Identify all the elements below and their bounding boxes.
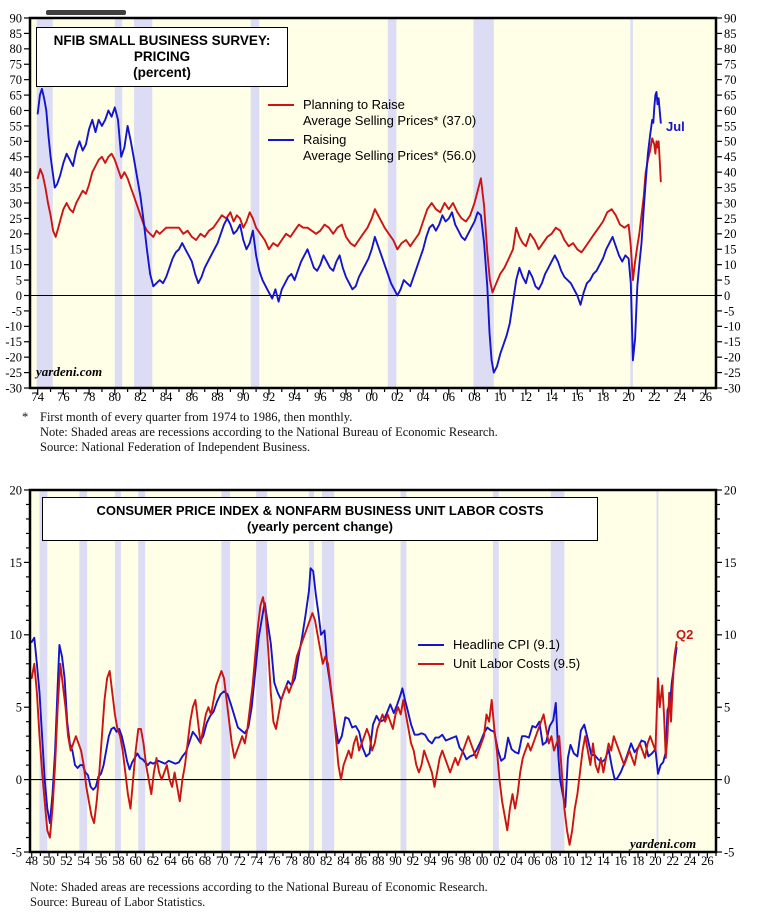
x-axis-label: 20 bbox=[649, 854, 662, 868]
x-axis-label: 12 bbox=[579, 854, 593, 868]
x-axis-label: 06 bbox=[442, 390, 456, 404]
x-axis-label: 72 bbox=[233, 854, 246, 868]
x-axis-label: 76 bbox=[57, 390, 70, 404]
y-axis-label-right: 10 bbox=[724, 258, 737, 273]
cpi-ulc-footnote-line1: Note: Shaded areas are recessions according to the National Bureau of Economic Research. bbox=[30, 880, 488, 894]
legend-swatch bbox=[418, 663, 444, 665]
x-axis-label: 16 bbox=[614, 854, 627, 868]
legend-swatch bbox=[268, 104, 294, 106]
recession-band bbox=[138, 490, 145, 852]
x-axis-label: 88 bbox=[371, 854, 385, 868]
nfib-title-box bbox=[36, 27, 288, 87]
y-axis-label-right: -5 bbox=[724, 845, 735, 860]
y-axis-label-right: 20 bbox=[724, 227, 737, 242]
y-axis-label-right: 5 bbox=[724, 700, 731, 715]
x-axis-label: 82 bbox=[319, 854, 333, 868]
recession-band bbox=[309, 490, 314, 852]
x-axis-label: 14 bbox=[597, 854, 610, 868]
x-axis-label: 18 bbox=[631, 854, 645, 868]
x-axis-label: 86 bbox=[354, 854, 368, 868]
y-axis-label-right: 85 bbox=[724, 26, 737, 41]
yardeni-watermark-top: yardeni.com bbox=[36, 364, 103, 379]
cpi-ulc-title-line1: CONSUMER PRICE INDEX & NONFARM BUSINESS UNIT LABOR COSTS bbox=[96, 503, 544, 518]
y-axis-label-right: 0 bbox=[724, 772, 731, 787]
y-axis-label-left: 30 bbox=[9, 196, 22, 211]
legend-swatch bbox=[268, 139, 294, 141]
recession-band bbox=[388, 18, 397, 388]
y-axis-label-left: 60 bbox=[9, 103, 22, 118]
nfib-title-line1: NFIB SMALL BUSINESS SURVEY: bbox=[53, 33, 271, 48]
nfib-footnote-line2: Note: Shaded areas are recessions according to the National Bureau of Economic Research. bbox=[40, 425, 498, 439]
x-axis-label: 26 bbox=[701, 854, 714, 868]
x-axis-label: 96 bbox=[314, 390, 327, 404]
y-axis-label-right: 15 bbox=[724, 555, 737, 570]
recession-band bbox=[115, 490, 121, 852]
x-axis-label: 10 bbox=[562, 854, 576, 868]
y-axis-label-left: 50 bbox=[9, 134, 22, 149]
x-axis-label: 78 bbox=[285, 854, 298, 868]
x-axis-label: 80 bbox=[302, 854, 316, 868]
y-axis-label-left: -30 bbox=[5, 381, 22, 396]
footnote-spacer bbox=[22, 440, 40, 455]
footnote-spacer bbox=[22, 425, 40, 440]
legend-entry-1-0 bbox=[418, 637, 580, 653]
x-axis-label: 26 bbox=[699, 390, 712, 404]
x-axis-label: 86 bbox=[185, 390, 199, 404]
y-axis-label-left: -10 bbox=[5, 319, 22, 334]
x-axis-label: 60 bbox=[129, 854, 142, 868]
x-axis-label: 70 bbox=[216, 854, 229, 868]
y-axis-label-right: 50 bbox=[724, 134, 737, 149]
y-axis-label-right: -5 bbox=[724, 304, 735, 319]
x-axis-label: 90 bbox=[237, 390, 250, 404]
y-axis-label-right: 80 bbox=[724, 42, 737, 57]
recession-band bbox=[79, 490, 87, 852]
cpi-ulc-title-box bbox=[42, 497, 598, 541]
jul-annotation: Jul bbox=[666, 119, 685, 134]
recession-band bbox=[221, 490, 230, 852]
x-axis-label: 62 bbox=[146, 854, 160, 868]
cpi-ulc-legend bbox=[418, 637, 580, 675]
y-axis-label-right: 40 bbox=[724, 165, 737, 180]
y-axis-label-right: 65 bbox=[724, 88, 737, 103]
x-axis-label: 74 bbox=[250, 854, 264, 868]
x-axis-label: 12 bbox=[519, 390, 533, 404]
nfib-footnotes bbox=[22, 410, 498, 455]
y-axis-label-left: 65 bbox=[9, 88, 22, 103]
legend-label: Unit Labor Costs (9.5) bbox=[453, 656, 581, 671]
x-axis-label: 96 bbox=[441, 854, 454, 868]
x-axis-label: 52 bbox=[60, 854, 73, 868]
nfib-title-line2: PRICING bbox=[133, 49, 191, 64]
x-axis-label: 06 bbox=[527, 854, 541, 868]
recession-band bbox=[656, 490, 658, 852]
y-axis-label-left: 5 bbox=[15, 273, 22, 288]
y-axis-label-left: -25 bbox=[5, 365, 22, 380]
cpi-ulc-footnote-line2: Source: Bureau of Labor Statistics. bbox=[30, 895, 206, 909]
x-axis-label: 94 bbox=[288, 390, 301, 404]
y-axis-label-left: 40 bbox=[9, 165, 22, 180]
x-axis-label: 02 bbox=[493, 854, 506, 868]
y-axis-label-right: 70 bbox=[724, 73, 737, 88]
x-axis-label: 04 bbox=[416, 390, 430, 404]
y-axis-label-right: 60 bbox=[724, 103, 737, 118]
x-axis-label: 82 bbox=[134, 390, 147, 404]
x-axis-label: 74 bbox=[31, 390, 44, 404]
y-axis-label-right: -10 bbox=[724, 319, 741, 334]
y-axis-label-right: 75 bbox=[724, 57, 737, 72]
x-axis-label: 48 bbox=[25, 854, 38, 868]
y-axis-label-right: -15 bbox=[724, 335, 741, 350]
legend-label: Raising Average Selling Prices* (56.0) bbox=[303, 132, 477, 163]
y-axis-label-right: -30 bbox=[724, 381, 741, 396]
x-axis-label: 56 bbox=[94, 854, 108, 868]
x-axis-label: 98 bbox=[458, 854, 472, 868]
x-axis-label: 84 bbox=[159, 390, 173, 404]
y-axis-label-left: 45 bbox=[9, 150, 22, 165]
y-axis-label-left: 20 bbox=[9, 227, 22, 242]
x-axis-label: 80 bbox=[108, 390, 122, 404]
y-axis-label-left: 15 bbox=[9, 242, 22, 257]
y-axis-label-left: 35 bbox=[9, 180, 22, 195]
y-axis-label-right: -25 bbox=[724, 365, 741, 380]
x-axis-label: 14 bbox=[545, 390, 558, 404]
legend-entry-0-0 bbox=[268, 97, 476, 129]
y-axis-label-left: -20 bbox=[5, 350, 22, 365]
x-axis-label: 22 bbox=[666, 854, 679, 868]
y-axis-label-left: 25 bbox=[9, 211, 22, 226]
x-axis-label: 18 bbox=[596, 390, 610, 404]
y-axis-label-left: 80 bbox=[9, 42, 22, 57]
x-axis-label: 76 bbox=[268, 854, 281, 868]
legend-entry-1-1 bbox=[418, 656, 580, 672]
y-axis-label-right: 30 bbox=[724, 196, 737, 211]
x-axis-label: 66 bbox=[181, 854, 194, 868]
x-axis-label: 84 bbox=[337, 854, 350, 868]
y-axis-label-left: 55 bbox=[9, 119, 22, 134]
x-axis-label: 24 bbox=[683, 854, 697, 868]
x-axis-label: 22 bbox=[648, 390, 661, 404]
x-axis-label: 16 bbox=[571, 390, 584, 404]
y-axis-label-left: 0 bbox=[15, 288, 22, 303]
y-axis-label-left: -5 bbox=[11, 845, 22, 860]
y-axis-label-right: 5 bbox=[724, 273, 731, 288]
legend-swatch bbox=[418, 644, 444, 646]
y-axis-label-left: 90 bbox=[9, 11, 22, 26]
yardeni-watermark-bottom: yardeni.com bbox=[630, 836, 697, 851]
x-axis-label: 04 bbox=[510, 854, 524, 868]
y-axis-label-right: 90 bbox=[724, 11, 737, 26]
y-axis-label-left: 10 bbox=[9, 628, 22, 643]
x-axis-label: 00 bbox=[475, 854, 489, 868]
y-axis-label-left: 75 bbox=[9, 57, 22, 72]
recession-band bbox=[256, 490, 267, 852]
cpi-ulc-title-line2: (yearly percent change) bbox=[247, 519, 393, 534]
y-axis-label-left: 10 bbox=[9, 258, 22, 273]
x-axis-label: 50 bbox=[42, 854, 56, 868]
y-axis-label-right: -20 bbox=[724, 350, 741, 365]
x-axis-label: 94 bbox=[423, 854, 437, 868]
x-axis-label: 00 bbox=[365, 390, 378, 404]
y-axis-label-left: 5 bbox=[15, 700, 22, 715]
x-axis-label: 08 bbox=[545, 854, 558, 868]
y-axis-label-right: 25 bbox=[724, 211, 737, 226]
recession-band bbox=[401, 490, 407, 852]
x-axis-label: 78 bbox=[82, 390, 96, 404]
x-axis-label: 64 bbox=[164, 854, 177, 868]
y-axis-label-left: 0 bbox=[15, 772, 22, 787]
footnote-asterisk: * bbox=[22, 410, 29, 424]
q2-annotation: Q2 bbox=[676, 627, 694, 642]
x-axis-label: 20 bbox=[622, 390, 635, 404]
x-axis-label: 58 bbox=[112, 854, 125, 868]
x-axis-label: 98 bbox=[339, 390, 353, 404]
x-axis-label: 08 bbox=[468, 390, 481, 404]
x-axis-label: 88 bbox=[211, 390, 224, 404]
y-axis-label-right: 55 bbox=[724, 119, 737, 134]
y-axis-label-right: 15 bbox=[724, 242, 737, 257]
y-axis-label-left: 70 bbox=[9, 73, 22, 88]
x-axis-label: 24 bbox=[673, 390, 687, 404]
x-axis-label: 02 bbox=[391, 390, 404, 404]
nfib-footnote-line3: Source: National Federation of Independent Business. bbox=[40, 440, 311, 454]
legend-label: Headline CPI (9.1) bbox=[453, 637, 560, 652]
x-axis-label: 92 bbox=[262, 390, 276, 404]
legend-entry-0-1 bbox=[268, 132, 476, 164]
x-axis-label: 90 bbox=[389, 854, 402, 868]
y-axis-label-left: 85 bbox=[9, 26, 22, 41]
nfib-title-line3: (percent) bbox=[133, 65, 191, 80]
y-axis-label-left: -5 bbox=[11, 304, 22, 319]
x-axis-label: 92 bbox=[406, 854, 420, 868]
cpi-ulc-footnotes bbox=[30, 880, 488, 910]
nfib-footnote-line1: First month of every quarter from 1974 to 1986, then monthly. bbox=[40, 410, 353, 424]
y-axis-label-right: 45 bbox=[724, 150, 737, 165]
y-axis-label-left: -15 bbox=[5, 335, 22, 350]
y-axis-label-right: 10 bbox=[724, 628, 737, 643]
y-axis-label-left: 20 bbox=[9, 483, 22, 498]
legend-label: Planning to Raise Average Selling Prices* (37.0) bbox=[303, 97, 477, 128]
y-axis-label-right: 35 bbox=[724, 180, 737, 195]
x-axis-label: 54 bbox=[77, 854, 90, 868]
y-axis-label-right: 0 bbox=[724, 288, 731, 303]
y-axis-label-left: 15 bbox=[9, 555, 22, 570]
y-axis-label-right: 20 bbox=[724, 483, 737, 498]
x-axis-label: 68 bbox=[198, 854, 212, 868]
nfib-legend bbox=[268, 97, 476, 167]
x-axis-label: 10 bbox=[493, 390, 507, 404]
